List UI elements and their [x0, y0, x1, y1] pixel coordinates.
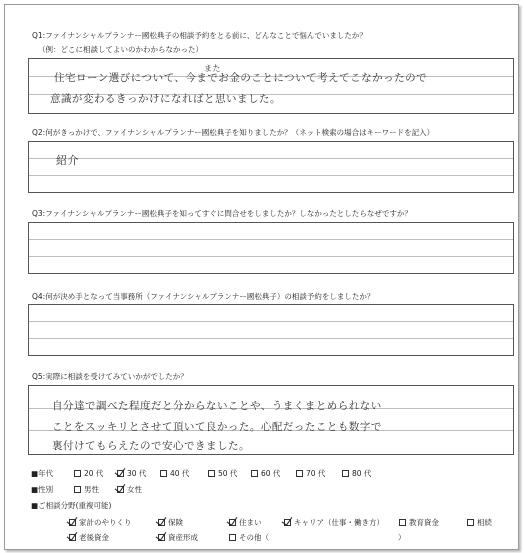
field-option[interactable] — [229, 517, 262, 528]
q5-question: Q5:実際に相談を受けてみていかがでしたか？ — [32, 372, 188, 381]
checkbox-icon[interactable] — [74, 486, 81, 493]
field-option-label: 保険 — [168, 518, 183, 527]
gender-option-label: 女性 — [127, 485, 142, 494]
field-option-label: キャリア（仕事・働き方） — [294, 518, 384, 527]
checkbox-icon[interactable] — [158, 534, 165, 541]
age-option[interactable] — [74, 468, 103, 479]
age-option-label: 70 代 — [306, 469, 326, 478]
checkbox-icon[interactable] — [69, 519, 76, 526]
field-option-label: 家計のやりくり — [79, 518, 132, 527]
field-option-label: 資産形成 — [168, 533, 198, 542]
q5-answer-line2: ことをスッキリとさせて頂いて良かった。心配だったことも数字で — [52, 421, 382, 433]
q3-question: Q3:ファイナンシャルプランナー國松典子を知ってすぐに問合せをしましたか？しなかったとしたらなぜですか？ — [32, 209, 412, 218]
age-option-label: 60 代 — [261, 469, 281, 478]
checkbox-icon[interactable] — [117, 486, 124, 493]
checkbox-icon[interactable] — [284, 519, 291, 526]
checkbox-icon[interactable] — [399, 519, 406, 526]
q1-question: Q1:ファイナンシャルプランナー國松典子の相談予約をとる前に、どんなことで悩んでいましたか？ — [32, 31, 367, 40]
field-option[interactable] — [284, 517, 384, 528]
field-option[interactable] — [158, 517, 183, 528]
q2-answer-box — [28, 141, 514, 193]
checkbox-icon[interactable] — [342, 470, 349, 477]
gender-option-label: 男性 — [84, 485, 99, 494]
field-option[interactable] — [467, 517, 492, 528]
age-label: ■年代 — [31, 469, 54, 478]
q2-answer: 紹介 — [56, 154, 79, 167]
checkbox-icon[interactable] — [229, 534, 236, 541]
age-option[interactable] — [117, 468, 146, 479]
fields-label: ■ご相談分野(重複可能) — [31, 501, 112, 510]
q1-answer-line1: 住宅ローン選びについて、今までお金のことについて考えてこなかったので — [54, 72, 428, 84]
age-option-label: 80 代 — [352, 469, 372, 478]
age-option[interactable] — [251, 468, 280, 479]
field-option[interactable] — [229, 532, 269, 543]
age-option[interactable] — [342, 468, 371, 479]
q1-answer-insert: また — [204, 64, 221, 73]
gender-option[interactable] — [74, 484, 99, 495]
gender-option[interactable] — [117, 484, 142, 495]
q1-example: （例：どこに相談してよいのかわからなかった） — [38, 45, 203, 54]
field-option-label: その他（ — [239, 533, 269, 542]
field-option[interactable] — [69, 532, 109, 543]
field-option[interactable] — [399, 517, 439, 528]
checkbox-icon[interactable] — [467, 519, 474, 526]
age-option-label: 40 代 — [170, 469, 190, 478]
q1-answer-line2: 意識が変わるきっかけになればと思いました。 — [50, 93, 281, 105]
checkbox-icon[interactable] — [74, 470, 81, 477]
q4-question: Q4:何が決め手となって当事務所（ファイナンシャルプランナー國松典子）の相談予約をしましたか？ — [32, 292, 375, 301]
checkbox-icon[interactable] — [117, 470, 124, 477]
checkbox-icon[interactable] — [160, 470, 167, 477]
checkbox-icon[interactable] — [229, 519, 236, 526]
q5-answer-line3: 裏付けてもらえたので安心できました。 — [52, 440, 250, 452]
field-option[interactable] — [158, 532, 198, 543]
q2-question: Q2:何がきっかけで、ファイナンシャルプランナー國松典子を知りましたか？（ネット検索の場合はキーワードを記入） — [32, 128, 435, 137]
field-option-label: 老後資金 — [79, 533, 109, 542]
field-option-label: 住まい — [239, 518, 262, 527]
age-option-label: 20 代 — [84, 469, 104, 478]
field-option-label: 教育資金 — [409, 518, 439, 527]
q3-answer-box — [28, 222, 514, 274]
q4-answer-box — [28, 304, 514, 356]
checkbox-icon[interactable] — [69, 534, 76, 541]
other-close-paren: ） — [398, 533, 406, 542]
checkbox-icon[interactable] — [251, 470, 258, 477]
age-option-label: 30 代 — [127, 469, 147, 478]
checkbox-icon[interactable] — [296, 470, 303, 477]
checkbox-icon[interactable] — [158, 519, 165, 526]
q5-answer-line1: 自分達で調べた程度だと分からないことや、うまくまとめられない — [52, 400, 382, 412]
checkbox-icon[interactable] — [208, 470, 215, 477]
age-option-label: 50 代 — [218, 469, 238, 478]
field-option[interactable] — [69, 517, 132, 528]
age-option[interactable] — [296, 468, 325, 479]
age-option[interactable] — [208, 468, 237, 479]
gender-label: ■性別 — [31, 485, 54, 494]
age-option[interactable] — [160, 468, 189, 479]
field-option-label: 相続 — [477, 518, 492, 527]
